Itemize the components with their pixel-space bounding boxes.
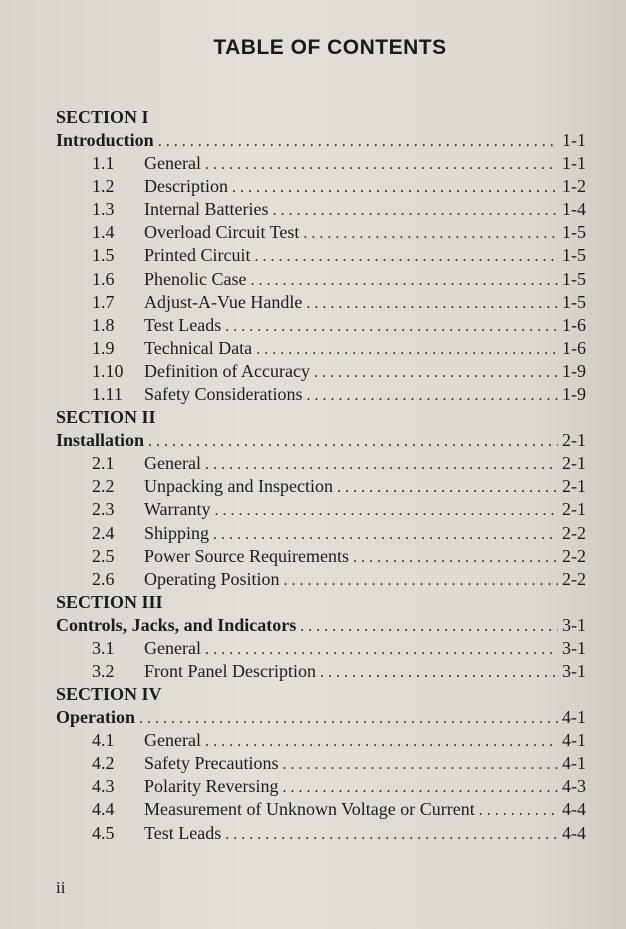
dot-leader xyxy=(303,222,558,245)
entry-label: Unpacking and Inspection xyxy=(144,476,333,497)
entry-label: Technical Data xyxy=(144,337,253,358)
dot-leader xyxy=(232,176,558,199)
entry-page: 4-1 xyxy=(562,753,586,774)
section-heading: SECTION II xyxy=(56,407,156,428)
toc-major-entry xyxy=(56,706,586,729)
dot-leader xyxy=(306,292,558,315)
dot-leader xyxy=(225,315,558,338)
entry-label: Printed Circuit xyxy=(144,245,251,266)
dot-leader xyxy=(255,245,559,268)
entry-number: 2.2 xyxy=(92,476,115,497)
dot-leader xyxy=(314,361,558,384)
entry-label: Operating Position xyxy=(144,568,280,589)
dot-leader xyxy=(306,384,558,407)
toc-entry xyxy=(56,752,586,775)
entry-page: 1-1 xyxy=(562,153,586,174)
toc-entry xyxy=(56,729,586,752)
entry-number: 1.7 xyxy=(92,291,115,312)
entry-page: 1-6 xyxy=(562,314,586,335)
section-heading: SECTION I xyxy=(56,107,149,127)
toc-entry xyxy=(56,383,586,406)
entry-label: General xyxy=(144,453,201,474)
dot-leader xyxy=(320,661,558,684)
entry-number: 4.5 xyxy=(92,822,115,843)
toc-entry xyxy=(56,221,586,244)
entry-page: 4-4 xyxy=(562,822,586,843)
entry-page: 4-1 xyxy=(562,707,586,728)
entry-label: Test Leads xyxy=(144,822,222,843)
entry-label: Measurement of Unknown Voltage or Current xyxy=(144,799,475,820)
entry-number: 1.2 xyxy=(92,176,115,197)
entry-label: Warranty xyxy=(144,499,211,520)
dot-leader xyxy=(215,499,558,522)
entry-label: Phenolic Case xyxy=(144,268,247,289)
dot-leader xyxy=(225,823,558,846)
table-of-contents xyxy=(56,106,586,845)
entry-number: 3.2 xyxy=(92,660,115,681)
entry-label: Safety Considerations xyxy=(144,384,303,405)
entry-page: 1-5 xyxy=(562,291,586,312)
entry-page: 2-2 xyxy=(562,568,586,589)
entry-label: Operation xyxy=(56,707,135,728)
entry-page: 1-9 xyxy=(562,360,586,381)
entry-number: 4.3 xyxy=(92,776,115,797)
entry-page: 4-1 xyxy=(562,730,586,751)
entry-label: Adjust-A-Vue Handle xyxy=(144,291,303,312)
toc-entry xyxy=(56,175,586,198)
entry-page: 2-2 xyxy=(562,522,586,543)
dot-leader xyxy=(479,799,558,822)
dot-leader xyxy=(205,153,558,176)
dot-leader xyxy=(205,730,558,753)
entry-page: 1-2 xyxy=(562,176,586,197)
toc-entry xyxy=(56,822,586,845)
toc-entry xyxy=(56,545,586,568)
dot-leader xyxy=(300,615,558,638)
entry-number: 1.9 xyxy=(92,337,115,358)
toc-major-entry xyxy=(56,129,586,152)
dot-leader xyxy=(272,199,558,222)
dot-leader xyxy=(337,476,558,499)
entry-label: General xyxy=(144,637,201,658)
entry-label: Overload Circuit Test xyxy=(144,222,300,243)
toc-entry xyxy=(56,360,586,383)
entry-number: 1.4 xyxy=(92,222,115,243)
entry-number: 2.1 xyxy=(92,453,115,474)
entry-page: 3-1 xyxy=(562,660,586,681)
entry-number: 4.4 xyxy=(92,799,115,820)
entry-number: 2.3 xyxy=(92,499,115,520)
toc-entry xyxy=(56,798,586,821)
entry-page: 3-1 xyxy=(562,637,586,658)
entry-number: 3.1 xyxy=(92,637,115,658)
dot-leader xyxy=(213,523,558,546)
entry-number: 4.2 xyxy=(92,753,115,774)
entry-page: 1-9 xyxy=(562,384,586,405)
dot-leader xyxy=(250,269,558,292)
entry-number: 2.5 xyxy=(92,545,115,566)
dot-leader xyxy=(353,546,558,569)
entry-label: Installation xyxy=(56,430,145,451)
toc-entry xyxy=(56,452,586,475)
toc-entry xyxy=(56,314,586,337)
toc-entry xyxy=(56,152,586,175)
entry-page: 2-1 xyxy=(562,476,586,497)
toc-entry xyxy=(56,244,586,267)
entry-page: 1-5 xyxy=(562,245,586,266)
entry-label: General xyxy=(144,153,201,174)
entry-number: 1.11 xyxy=(92,384,123,405)
entry-number: 1.3 xyxy=(92,199,115,220)
entry-label: Safety Precautions xyxy=(144,753,279,774)
toc-major-entry xyxy=(56,614,586,637)
section-heading: SECTION IV xyxy=(56,684,162,705)
entry-page: 2-2 xyxy=(562,545,586,566)
entry-page: 1-5 xyxy=(562,268,586,289)
entry-number: 1.5 xyxy=(92,245,115,266)
toc-entry xyxy=(56,522,586,545)
toc-entry xyxy=(56,568,586,591)
entry-page: 2-1 xyxy=(562,453,586,474)
entry-number: 2.4 xyxy=(92,522,115,543)
entry-label: Front Panel Description xyxy=(144,660,316,681)
entry-page: 4-4 xyxy=(562,799,586,820)
dot-leader xyxy=(282,776,558,799)
entry-label: Introduction xyxy=(56,130,154,150)
entry-label: Controls, Jacks, and Indicators xyxy=(56,614,297,635)
entry-number: 1.10 xyxy=(92,360,124,381)
dot-leader xyxy=(205,638,558,661)
entry-page: 1-6 xyxy=(562,337,586,358)
entry-label: General xyxy=(144,730,201,751)
section-heading: SECTION III xyxy=(56,591,163,612)
dot-leader xyxy=(282,753,558,776)
toc-entry xyxy=(56,198,586,221)
dot-leader xyxy=(158,130,558,153)
entry-label: Description xyxy=(144,176,228,197)
dot-leader xyxy=(205,453,558,476)
dot-leader xyxy=(284,569,559,592)
page-number: ii xyxy=(56,878,66,897)
entry-label: Shipping xyxy=(144,522,210,543)
entry-label: Test Leads xyxy=(144,314,222,335)
toc-entry xyxy=(56,637,586,660)
entry-page: 1-1 xyxy=(562,130,586,150)
entry-page: 1-5 xyxy=(562,222,586,243)
toc-entry xyxy=(56,775,586,798)
page-title: TABLE OF CONTENTS xyxy=(213,36,447,59)
entry-page: 2-1 xyxy=(562,499,586,520)
entry-number: 1.8 xyxy=(92,314,115,335)
toc-entry xyxy=(56,268,586,291)
dot-leader xyxy=(139,707,558,730)
entry-label: Power Source Requirements xyxy=(144,545,349,566)
entry-page: 1-4 xyxy=(562,199,586,220)
toc-entry xyxy=(56,337,586,360)
toc-entry xyxy=(56,498,586,521)
entry-label: Internal Batteries xyxy=(144,199,269,220)
toc-entry xyxy=(56,660,586,683)
entry-page: 4-3 xyxy=(562,776,586,797)
toc-entry xyxy=(56,291,586,314)
entry-number: 1.1 xyxy=(92,153,115,174)
entry-number: 4.1 xyxy=(92,730,115,751)
entry-page: 3-1 xyxy=(562,614,586,635)
entry-label: Definition of Accuracy xyxy=(144,360,310,381)
entry-page: 2-1 xyxy=(562,430,586,451)
entry-number: 2.6 xyxy=(92,568,115,589)
toc-entry xyxy=(56,475,586,498)
dot-leader xyxy=(256,338,558,361)
toc-major-entry xyxy=(56,429,586,452)
dot-leader xyxy=(148,430,558,453)
entry-number: 1.6 xyxy=(92,268,115,289)
entry-label: Polarity Reversing xyxy=(144,776,279,797)
